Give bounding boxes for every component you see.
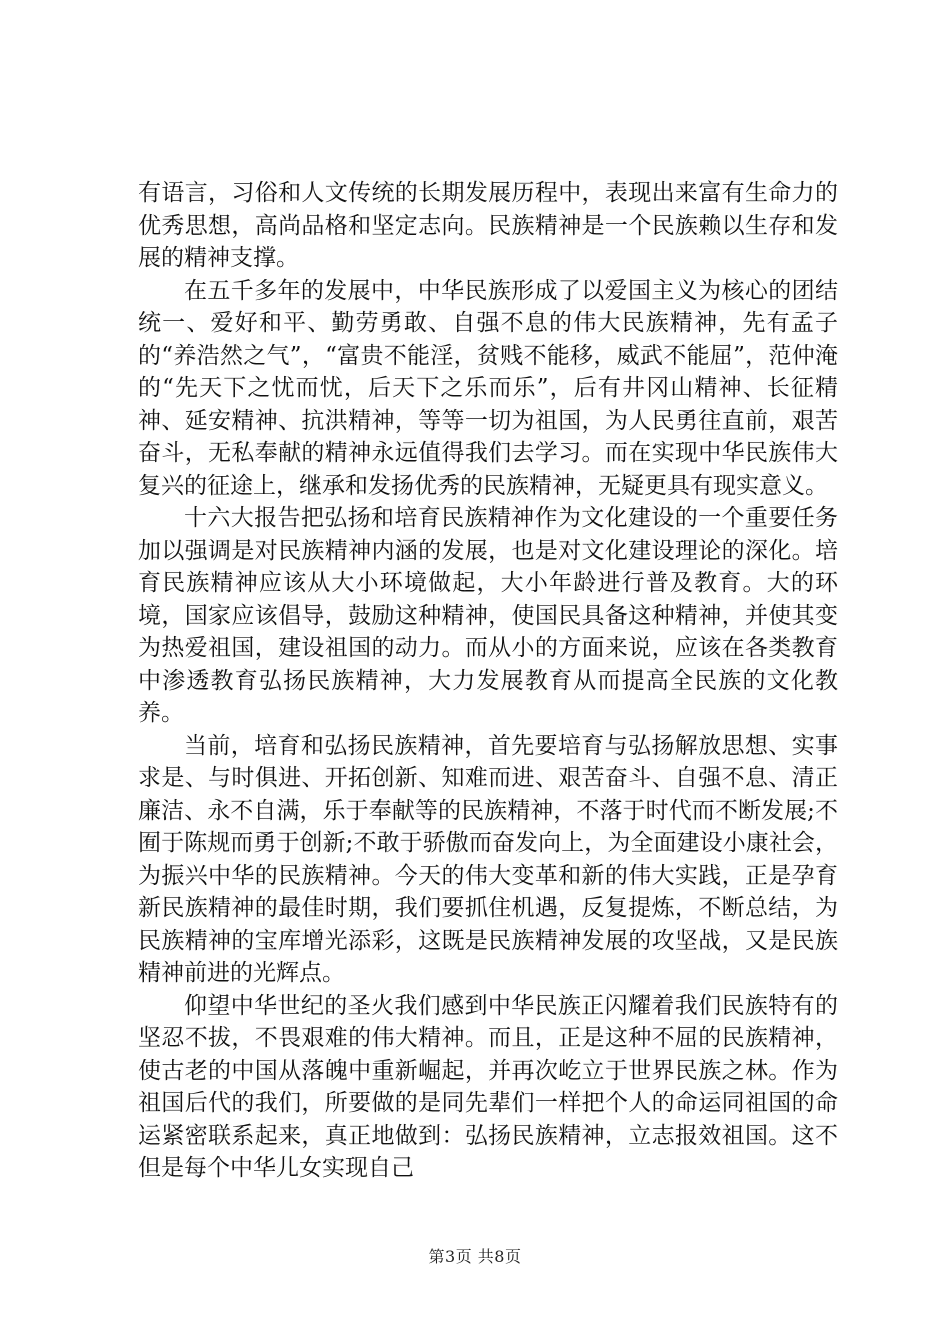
paragraph-3: 十六大报告把弘扬和培育民族精神作为文化建设的一个重要任务加以强调是对民族精神内涵的发展，也是对文化建设理论的深化。培育民族精神应该从大小环境做起，大小年龄进行普及教育。大的环境，国家应该倡导，鼓励这种精神，使国民具备这种精神，并使其变为热爱祖国，建设祖国的动力。而从小的方面来说，应该在各类教育中渗透教育弘扬民族精神，大力发展教育从而提高全民族的文化教养。 <box>138 505 838 726</box>
paragraph-4: 当前，培育和弘扬民族精神，首先要培育与弘扬解放思想、实事求是、与时俱进、开拓创新、知难而进、艰苦奋斗、自强不息、清正廉洁、永不自满，乐于奉献等的民族精神，不落于时代而不断发展;不囿于陈规而勇于创新;不敢于骄傲而奋发向上，为全面建设小康社会，为振兴中华的民族精神。今天的伟大变革和新的伟大实践，正是孕育新民族精神的最佳时期，我们要抓住机遇，反复提炼，不断总结，为民族精神的宝库增光添彩，这既是民族精神发展的攻坚战，又是民族精神前进的光辉点。 <box>138 732 838 986</box>
page-number-footer: 第3页 共8页 <box>428 1247 522 1266</box>
document-body <box>138 177 838 1185</box>
paragraph-2: 在五千多年的发展中，中华民族形成了以爱国主义为核心的团结统一、爱好和平、勤劳勇敢、自强不息的伟大民族精神，先有孟子的“养浩然之气”，“富贵不能淫，贫贱不能移，威武不能屈”，范仲淹的“先天下之忧而忧，后天下之乐而乐”，后有井冈山精神、长征精神、延安精神、抗洪精神，等等一切为祖国，为人民勇往直前，艰苦奋斗，无私奉献的精神永远值得我们去学习。而在实现中华民族伟大复兴的征途上，继承和发扬优秀的民族精神，无疑更具有现实意义。 <box>138 277 838 499</box>
paragraph-1: 有语言，习俗和人文传统的长期发展历程中，表现出来富有生命力的优秀思想，高尚品格和坚定志向。民族精神是一个民族赖以生存和发展的精神支撑。 <box>138 180 838 271</box>
paragraph-5: 仰望中华世纪的圣火我们感到中华民族正闪耀着我们民族特有的坚忍不拔，不畏艰难的伟大精神。而且，正是这种不屈的民族精神，使古老的中国从落魄中重新崛起，并再次屹立于世界民族之林。作为祖国后代的我们，所要做的是同先辈们一样把个人的命运同祖国的命运紧密联系起来，真正地做到：弘扬民族精神，立志报效祖国。这不但是每个中华儿女实现自己 <box>138 992 838 1181</box>
